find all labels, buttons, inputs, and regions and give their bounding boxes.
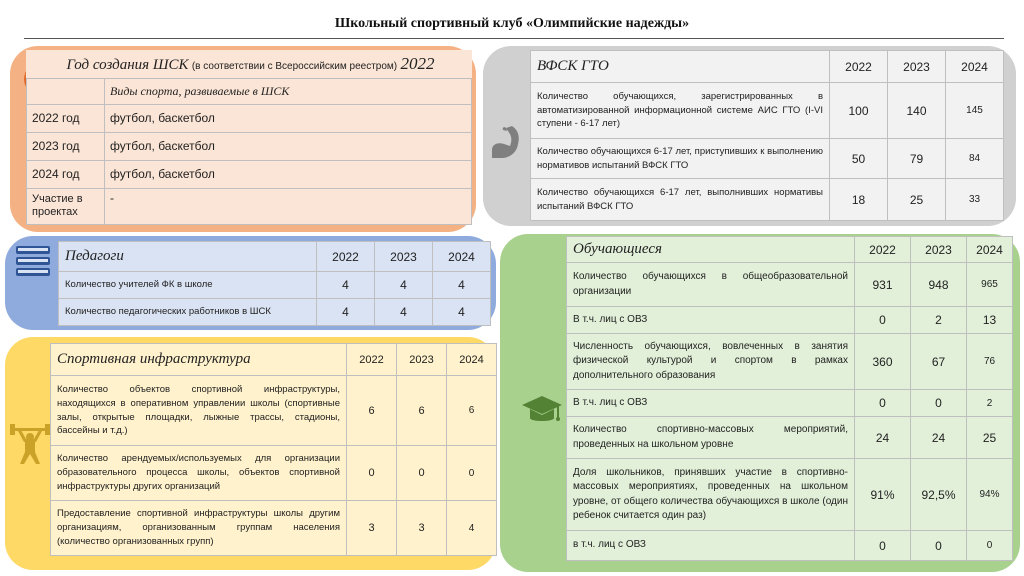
value-cell: 6 <box>347 376 397 446</box>
title-divider <box>24 38 1004 39</box>
value-cell: 0 <box>397 446 447 501</box>
infrastructure-table <box>50 343 497 556</box>
year-header: 2023 <box>911 237 967 263</box>
row-label: Численность обучающихся, вовлеченных в занятия физической культурой и спортом в рамках дополнительного образования <box>567 334 855 390</box>
weightlifter-icon <box>10 424 50 466</box>
table-row <box>567 459 1013 531</box>
value-cell: 33 <box>946 179 1004 221</box>
value-cell: 25 <box>967 417 1013 459</box>
year-label: 2024 год <box>27 160 105 188</box>
value-cell: 0 <box>855 531 911 561</box>
value-cell: 948 <box>911 263 967 307</box>
value-cell: 25 <box>888 179 946 221</box>
value-cell: 3 <box>347 501 397 556</box>
row-label: Количество учителей ФК в школе <box>59 272 317 299</box>
year-header: 2024 <box>967 237 1013 263</box>
teachers-table <box>58 241 491 326</box>
table-row <box>567 263 1013 307</box>
projects-value: - <box>105 188 472 224</box>
gto-table <box>530 50 1004 221</box>
teachers-title: Педагоги <box>59 242 317 272</box>
table-row <box>51 501 497 556</box>
row-label: Количество объектов спортивной инфраструктуры, находящихся в оперативном управлении школы (спортивные залы, открытые площадки, лыжные трассы, стадионы, бассейны и т.д.) <box>51 376 347 446</box>
value-cell: 6 <box>397 376 447 446</box>
row-label: Количество обучающихся 6-17 лет, выполнивших нормативы испытаний ВФСК ГТО <box>531 179 830 221</box>
year-label: 2023 год <box>27 132 105 160</box>
graduation-cap-icon <box>520 394 564 426</box>
table-row <box>27 188 472 224</box>
value-cell: 92,5% <box>911 459 967 531</box>
value-cell: 0 <box>967 531 1013 561</box>
table-row <box>27 104 472 132</box>
table-row <box>531 179 1004 221</box>
year-header: 2022 <box>830 51 888 83</box>
table-row <box>531 83 1004 139</box>
value-cell: 50 <box>830 139 888 179</box>
infrastructure-title: Спортивная инфраструктура <box>51 344 347 376</box>
row-label: Количество арендуемых/используемых для организации образовательного процесса школы, объектов спортивной инфраструктуры других организаций <box>51 446 347 501</box>
row-label: Количество спортивно-массовых мероприятий, проведенных на школьном уровне <box>567 417 855 459</box>
value-cell: 4 <box>433 299 491 326</box>
table-row <box>567 417 1013 459</box>
value-cell: 0 <box>855 307 911 334</box>
row-label: Предоставление спортивной инфраструктуры школы другим организациям, организованным группам населения (количество организованных групп) <box>51 501 347 556</box>
value-cell: 0 <box>855 390 911 417</box>
founding-table <box>26 50 472 225</box>
value-cell: 0 <box>911 531 967 561</box>
value-cell: 4 <box>375 299 433 326</box>
value-cell: 4 <box>317 272 375 299</box>
value-cell: 67 <box>911 334 967 390</box>
year-header: 2022 <box>347 344 397 376</box>
table-row <box>51 446 497 501</box>
year-header: 2022 <box>317 242 375 272</box>
sports-value: футбол, баскетбол <box>105 104 472 132</box>
year-header: 2024 <box>447 344 497 376</box>
value-cell: 140 <box>888 83 946 139</box>
sports-header: Виды спорта, развиваемые в ШСК <box>105 78 472 104</box>
value-cell: 94% <box>967 459 1013 531</box>
table-row <box>27 132 472 160</box>
value-cell: 84 <box>946 139 1004 179</box>
value-cell: 0 <box>447 446 497 501</box>
year-header: 2022 <box>855 237 911 263</box>
table-row <box>27 160 472 188</box>
table-row <box>567 307 1013 334</box>
sports-value: футбол, баскетбол <box>105 132 472 160</box>
year-header: 2024 <box>433 242 491 272</box>
value-cell: 6 <box>447 376 497 446</box>
year-header: 2024 <box>946 51 1004 83</box>
flexed-bicep-icon <box>488 122 528 162</box>
row-label: Количество обучающихся в общеобразовательной организации <box>567 263 855 307</box>
projects-label: Участие в проектах <box>27 188 105 224</box>
row-label: В т.ч. лиц с ОВЗ <box>567 307 855 334</box>
value-cell: 24 <box>911 417 967 459</box>
row-label: Доля школьников, принявших участие в спортивно-массовых мероприятиях, проведенных на школьном уровне, от общего количества обучающихся в школе (один ребенок считается один раз) <box>567 459 855 531</box>
value-cell: 76 <box>967 334 1013 390</box>
value-cell: 0 <box>911 390 967 417</box>
table-row <box>567 531 1013 561</box>
value-cell: 931 <box>855 263 911 307</box>
value-cell: 2 <box>967 390 1013 417</box>
sports-value: футбол, баскетбол <box>105 160 472 188</box>
value-cell: 4 <box>433 272 491 299</box>
table-row <box>59 299 491 326</box>
value-cell: 145 <box>946 83 1004 139</box>
year-header: 2023 <box>888 51 946 83</box>
students-title: Обучающиеся <box>567 237 855 263</box>
books-icon <box>14 244 54 280</box>
value-cell: 18 <box>830 179 888 221</box>
gto-title: ВФСК ГТО <box>531 51 830 83</box>
value-cell: 0 <box>347 446 397 501</box>
value-cell: 360 <box>855 334 911 390</box>
row-label: В т.ч. лиц с ОВЗ <box>567 390 855 417</box>
value-cell: 3 <box>397 501 447 556</box>
value-cell: 4 <box>375 272 433 299</box>
row-label: Количество обучающихся 6-17 лет, приступивших к выполнению нормативов испытаний ВФСК ГТО <box>531 139 830 179</box>
founding-title: Год создания ШСК (в соответствии с Всероссийским реестром) 2022 <box>66 53 435 73</box>
value-cell: 4 <box>447 501 497 556</box>
value-cell: 79 <box>888 139 946 179</box>
table-row <box>567 390 1013 417</box>
value-cell: 24 <box>855 417 911 459</box>
value-cell: 13 <box>967 307 1013 334</box>
year-header: 2023 <box>397 344 447 376</box>
value-cell: 91% <box>855 459 911 531</box>
students-table <box>566 236 1013 561</box>
value-cell: 100 <box>830 83 888 139</box>
page-title: Школьный спортивный клуб «Олимпийские надежды» <box>334 16 690 31</box>
value-cell: 4 <box>317 299 375 326</box>
row-label: Количество обучающихся, зарегистрированных в автоматизированной информационной системе АИС ГТО (I-VI ступени - 6-17 лет) <box>531 83 830 139</box>
value-cell: 2 <box>911 307 967 334</box>
row-label: Количество педагогических работников в ШСК <box>59 299 317 326</box>
row-label: в т.ч. лиц с ОВЗ <box>567 531 855 561</box>
table-row <box>59 272 491 299</box>
table-row <box>531 139 1004 179</box>
table-row <box>567 334 1013 390</box>
table-row <box>51 376 497 446</box>
value-cell: 965 <box>967 263 1013 307</box>
year-header: 2023 <box>375 242 433 272</box>
year-label: 2022 год <box>27 104 105 132</box>
